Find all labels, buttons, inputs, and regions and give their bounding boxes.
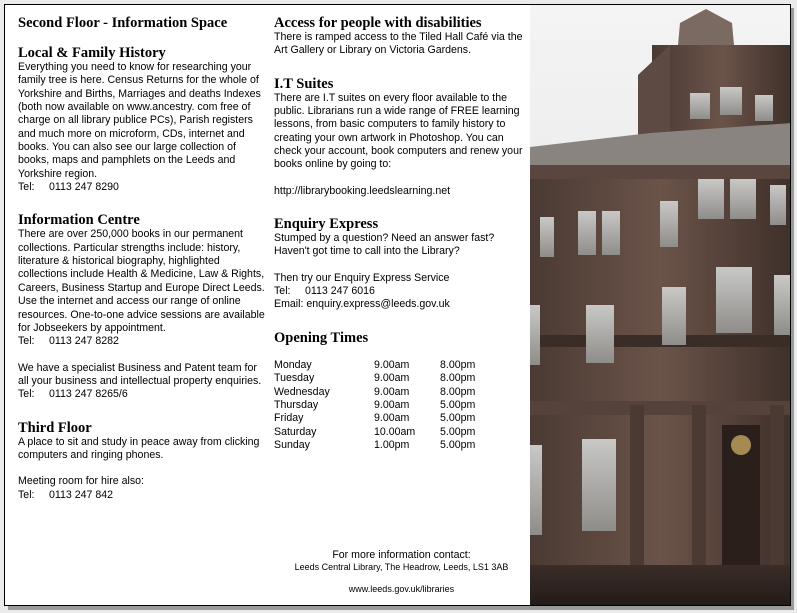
- library-booking-link[interactable]: http://librarybooking.leedslearning.net: [274, 184, 451, 197]
- enquiry-express-tel: [274, 285, 529, 298]
- table-row: [274, 439, 475, 452]
- local-history-body: Everything you need to know for researching your family tree is here. Census Returns for the whole of Yorkshire and Births, Marriages and deaths Indexes (both now available on www.ancestry. com free of charge on all library publice PCs), Parish registers and much more on microform, CDs, internet and books. You can also see our large collection of books, maps and pamphlets on the Leeds and Yorkshire region.: [18, 61, 261, 180]
- page-title: Second Floor - Information Space: [18, 15, 228, 31]
- opening-times-heading: Opening Times: [274, 329, 369, 346]
- it-suites-body: There are I.T suites on every floor available to the public. Librarians run a wide range of FREE learning lessons, from basic computers to family history to creating your own artwork in Photoshop. You can check your account, book computers and renew your books online by going to:: [274, 91, 523, 171]
- leaflet-page: [4, 4, 791, 606]
- website-link[interactable]: www.leeds.gov.uk/libraries: [348, 584, 455, 594]
- contact-address: Leeds Central Library, The Headrow, Leeds, LS1 3AB: [294, 562, 509, 572]
- day-cell: Thursday: [274, 398, 319, 411]
- open-time-cell: 9.00am: [374, 358, 410, 371]
- page-shadow-bottom: [8, 606, 793, 610]
- information-centre-heading: Information Centre: [18, 212, 140, 229]
- open-time-cell: 10.00am: [374, 425, 416, 438]
- table-row: [274, 372, 475, 385]
- close-time-cell: 5.00pm: [440, 398, 476, 411]
- day-cell: Sunday: [274, 438, 310, 451]
- close-time-cell: 8.00pm: [440, 358, 476, 371]
- enquiry-service-text: Then try our Enquiry Express Service: [274, 271, 450, 284]
- library-building-photo: [530, 5, 791, 606]
- business-team-tel: [18, 388, 266, 401]
- local-history-heading: Local & Family History: [18, 45, 166, 61]
- close-time-cell: 5.00pm: [440, 412, 476, 425]
- tel-number: 0113 247 842: [49, 488, 114, 501]
- open-time-cell: 9.00am: [374, 385, 410, 398]
- opening-times-table: [274, 359, 475, 452]
- enquiry-express-body: Stumped by a question? Need an answer fast? Haven't got time to call into the Library?: [274, 232, 495, 258]
- it-suites-heading: I.T Suites: [274, 75, 334, 92]
- open-time-cell: 1.00pm: [374, 438, 410, 451]
- third-floor-heading: Third Floor: [18, 419, 92, 436]
- tel-label: Tel:: [274, 285, 291, 298]
- meeting-room-text: Meeting room for hire also:: [18, 475, 145, 488]
- close-time-cell: 8.00pm: [440, 385, 476, 398]
- close-time-cell: 8.00pm: [440, 372, 476, 385]
- business-team-text: We have a specialist Business and Patent team for all your business and intellectual property enquiries.: [18, 361, 262, 387]
- tel-label: Tel:: [18, 388, 35, 401]
- information-centre-body: There are over 250,000 books in our permanent collections. Particular strengths include: history, literature & historical biography, highlighted collections include Health & Medicine, Law & Rights, Careers, Business Startup and Europe Direct Leeds. Use the internet and access our range of online resources. One-to-one advice sessions are available for Jobseekers by appointment.: [18, 228, 265, 334]
- day-cell: Friday: [274, 412, 304, 425]
- close-time-cell: 5.00pm: [440, 438, 476, 451]
- meeting-room-tel: [18, 489, 266, 502]
- middle-column: [274, 15, 529, 452]
- close-time-cell: 5.00pm: [440, 425, 476, 438]
- tel-number: 0113 247 8282: [49, 335, 119, 348]
- enquiry-express-email[interactable]: Email: enquiry.express@leeds.gov.uk: [274, 298, 450, 311]
- table-row: [274, 412, 475, 425]
- access-body: There is ramped access to the Tiled Hall Café via the Art Gallery or Library on Victoria Gardens.: [274, 31, 523, 57]
- tel-number: 0113 247 6016: [305, 285, 375, 298]
- tel-number: 0113 247 8265/6: [49, 388, 128, 401]
- tel-number: 0113 247 8290: [49, 181, 119, 194]
- third-floor-body: A place to sit and study in peace away from clicking computers and ringing phones.: [18, 435, 260, 461]
- open-time-cell: 9.00am: [374, 412, 410, 425]
- access-heading: Access for people with disabilities: [274, 15, 482, 31]
- table-row: [274, 426, 475, 439]
- tel-label: Tel:: [18, 181, 35, 194]
- tel-label: Tel:: [18, 488, 35, 501]
- left-column: [18, 15, 266, 502]
- day-cell: Monday: [274, 358, 312, 371]
- tel-label: Tel:: [18, 335, 35, 348]
- enquiry-express-heading: Enquiry Express: [274, 216, 379, 233]
- day-cell: Wednesday: [274, 385, 330, 398]
- contact-heading: For more information contact:: [332, 549, 471, 561]
- open-time-cell: 9.00am: [374, 398, 410, 411]
- table-row: [274, 399, 475, 412]
- information-centre-tel: [18, 335, 266, 348]
- table-row: [274, 386, 475, 399]
- table-row: [274, 359, 475, 372]
- page-shadow-right: [791, 8, 794, 610]
- day-cell: Tuesday: [274, 372, 315, 385]
- open-time-cell: 9.00am: [374, 372, 410, 385]
- day-cell: Saturday: [274, 425, 317, 438]
- local-history-tel: [18, 181, 266, 194]
